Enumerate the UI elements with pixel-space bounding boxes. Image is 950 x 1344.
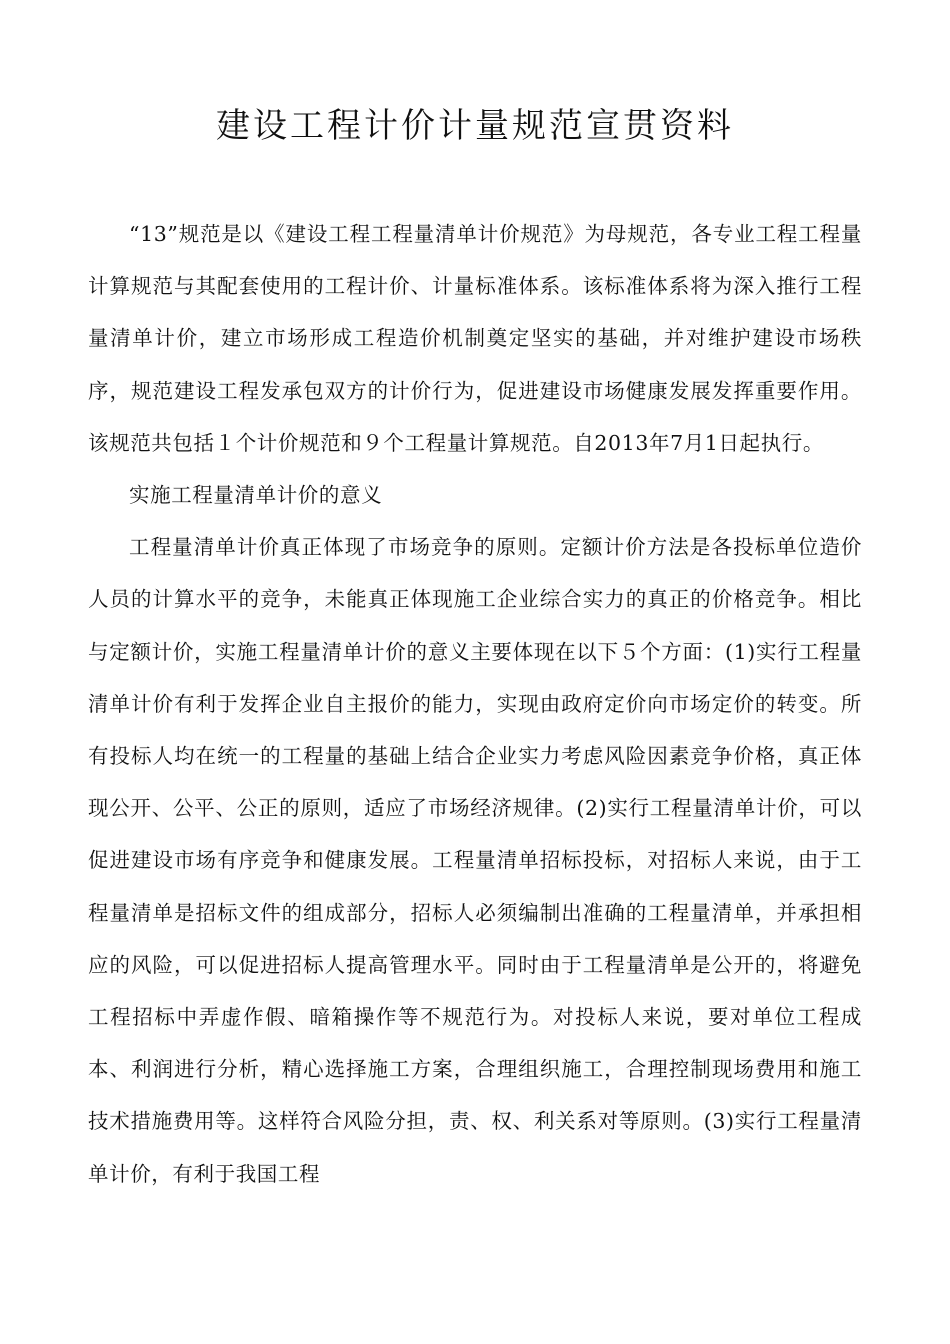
significance-paragraph: 工程量清单计价真正体现了市场竞争的原则。定额计价方法是各投标单位造价人员的计算水平的竞争，未能真正体现施工企业综合实力的真正的价格竞争。相比与定额计价，实施工程量清单计价的意义主要体现在以下５个方面：(1)实行工程量清单计价有利于发挥企业自主报价的能力，实现由政府定价向市场定价的转变。所有投标人均在统一的工程量的基础上结合企业实力考虑风险因素竞争价格，真正体现公开、公平、公正的原则，适应了市场经济规律。(2)实行工程量清单计价，可以促进建设市场有序竞争和健康发展。工程量清单招标投标，对招标人来说，由于工程量清单是招标文件的组成部分，招标人必须编制出准确的工程量清单，并承担相应的风险，可以促进招标人提高管理水平。同时由于工程量清单是公开的，将避免工程招标中弄虚作假、暗箱操作等不规范行为。对投标人来说，要对单位工程成本、利润进行分析，精心选择施工方案，合理组织施工，合理控制现场费用和施工技术措施费用等。这样符合风险分担，责、权、利关系对等原则。(3)实行工程量清单计价，有利于我国工程	[88, 535, 862, 1186]
section-heading: 实施工程量清单计价的意义	[129, 483, 383, 508]
document-body	[88, 208, 862, 1200]
intro-paragraph: “13”规范是以《建设工程工程量清单计价规范》为母规范，各专业工程工程量计算规范与其配套使用的工程计价、计量标准体系。该标准体系将为深入推行工程量清单计价，建立市场形成工程造价机制奠定坚实的基础，并对维护建设市场秩序，规范建设工程发承包双方的计价行为，促进建设市场健康发展发挥重要作用。该规范共包括１个计价规范和９个工程量计算规范。自2013年7月1日起执行。	[88, 222, 862, 455]
document-title: 建设工程计价计量规范宣贯资料	[216, 106, 734, 146]
